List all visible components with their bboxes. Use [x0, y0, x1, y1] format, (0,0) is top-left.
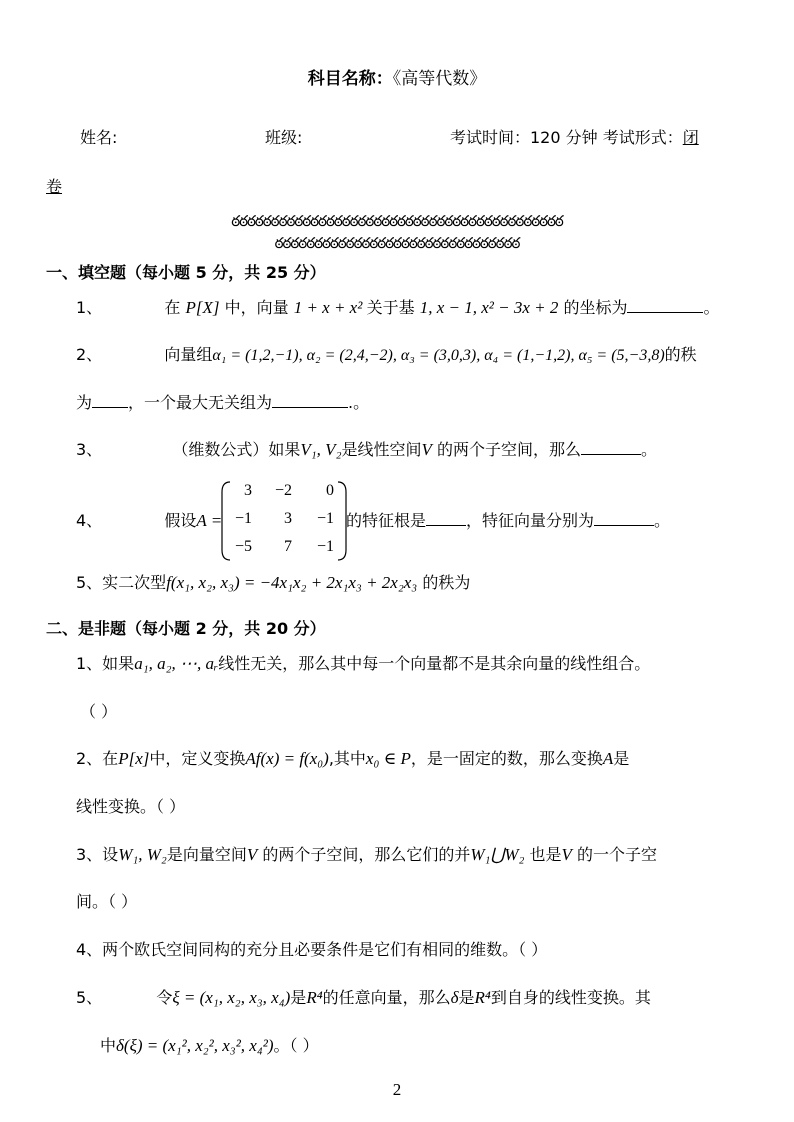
q3-math-2: V: [421, 440, 432, 459]
q4-eigenvector-blank[interactable]: [594, 511, 654, 526]
s2q1-text-b: 线性无关，那么其中每一个向量都不是其余向量的线性组合。: [218, 654, 651, 673]
q4-text-a: 假设: [164, 511, 197, 530]
q3-text-a: （维数公式）如果: [172, 440, 301, 459]
s2q2-math-2: Af(x) = f(x₀): [245, 749, 329, 768]
s2q3-math-3: W₁⋃W₂: [470, 845, 525, 864]
q3-number: 3、: [76, 440, 103, 459]
q3-answer-blank[interactable]: [581, 440, 641, 455]
q1-end: 。: [703, 298, 720, 317]
s2q1-text-a: 1、如果: [76, 654, 135, 673]
q1-text-d: 的坐标为: [563, 298, 628, 317]
q1-text-a: 在: [164, 298, 181, 317]
s2q5-number: 5、: [76, 988, 103, 1007]
s2q3-math-2: V: [246, 845, 258, 864]
matrix-cell: 7: [284, 538, 292, 555]
s1-question-5: [76, 573, 470, 593]
q3-text-c: 的两个子空间，那么: [431, 440, 581, 459]
s2-question-5: [76, 988, 651, 1008]
q2-text-d: ，一个最大无关组为: [128, 393, 273, 412]
q5-text-b: 的秩为: [417, 573, 471, 592]
q2-rank-blank[interactable]: [92, 393, 128, 408]
q4-end: 。: [654, 511, 671, 530]
s2q5-math-5: δ(ξ) = (x₁², x₂², x₃², x₄²): [116, 1036, 274, 1055]
q4-eigenvalue-blank[interactable]: [426, 511, 466, 526]
s1-question-2: [76, 345, 697, 366]
matrix-cell: −5: [234, 538, 252, 555]
matrix-cell: −2: [274, 482, 292, 499]
ornament-row-2: ఠఠఠఠఠఠఠఠఠఠఠఠఠఠఠఠఠఠఠఠఠఠఠఠఠఠఠఠఠఠఠ: [274, 234, 520, 252]
s2q2-line-2[interactable]: 线性变换。（ ）: [76, 797, 186, 816]
q2-number: 2、: [76, 345, 103, 364]
q2-text-b: 的秩: [664, 345, 697, 364]
q3-end: 。: [640, 440, 657, 459]
s2q5-text-b: 是: [290, 988, 307, 1007]
s2q5-line-2: [100, 1036, 319, 1056]
s2q5-math-2: R⁴: [306, 988, 323, 1007]
matrix-cell: 3: [244, 482, 252, 499]
s2q1-answer-paren[interactable]: （ ）: [80, 702, 118, 721]
s2q3-line-2[interactable]: 间。（ ）: [76, 892, 138, 911]
matrix-cell: −1: [316, 510, 334, 527]
s2q5-text-c: 的任意向量，那么: [322, 988, 451, 1007]
s2q5-text-a: 令: [156, 988, 173, 1007]
s2q1-math: a₁, a₂, ⋯, aᵣ: [134, 654, 219, 673]
s1-question-4: [76, 511, 222, 531]
q1-math-2: 1 + x + x²: [293, 298, 367, 317]
matrix-cell: −1: [234, 510, 252, 527]
q4-matrix: [224, 480, 344, 560]
s2q5-math-3: δ: [450, 988, 459, 1007]
s2q2-math-3: x₀ ∈ P: [365, 749, 411, 768]
q2-basis-blank[interactable]: [272, 393, 348, 408]
q1-math-3: 1, x − 1, x² − 3x + 2: [419, 298, 559, 317]
s2q2-text-d: ，是一固定的数，那么变换: [410, 749, 603, 768]
q2-end: .。: [348, 393, 370, 412]
q4-text-c: ，特征向量分别为: [466, 511, 595, 530]
q1-text-c: 关于基: [366, 298, 415, 317]
s2q5-math-4: R⁴: [474, 988, 491, 1007]
s2q2-text-e: 是: [613, 749, 630, 768]
s2-question-4[interactable]: 4、两个欧氏空间同构的充分且必要条件是它们有相同的维数。（ ）: [76, 940, 548, 959]
matrix-cell: −1: [316, 538, 334, 555]
name-field-label: 姓名:: [80, 128, 118, 147]
s2q2-text-a: 2、在: [76, 749, 119, 768]
s1-question-2-cont: [76, 393, 369, 413]
s2q3-math-1: W₁, W₂: [118, 845, 167, 864]
s1-question-3: [76, 440, 657, 460]
s2q2-text-b: 中，定义变换: [149, 749, 246, 768]
q3-math-1: V₁, V₂: [300, 440, 342, 459]
s2q2-math-1: P[x]: [118, 749, 150, 768]
exam-title: [0, 64, 794, 89]
class-field-label: 班级:: [265, 128, 303, 147]
s2q3-text-c: 的两个子空间，那么它们的并: [257, 845, 471, 864]
s2q2-text-c: ,其中: [328, 749, 366, 768]
s2q5-text-d: 是: [458, 988, 475, 1007]
s2-question-3: [76, 845, 657, 865]
q2-text-c: 为: [76, 393, 93, 412]
s2q3-text-e: 的一个子空: [571, 845, 658, 864]
exam-form-a: 闭: [682, 128, 699, 147]
s2-question-2: [76, 749, 629, 769]
q4-number: 4、: [76, 511, 103, 530]
q2-text-a: 向量组: [164, 345, 213, 364]
section1-title: 一、填空题（每小题 5 分，共 25 分）: [46, 263, 326, 282]
s2q2-math-4: A: [602, 749, 614, 768]
q2-math: α₁ = (1,2,−1), α₂ = (2,4,−2), α₃ = (3,0,3), α₄ = (1,−1,2), α₅ = (5,−3,8): [212, 347, 665, 364]
q1-math-1: P[X]: [185, 298, 220, 317]
page-number: 2: [392, 1080, 402, 1099]
exam-info-row: [450, 128, 699, 148]
ornament-row-1: ఠఠఠఠఠఠఠఠఠఠఠఠఠఠఠఠఠఠఠఠఠఠఠఠఠఠఠఠఠఠఠఠఠఠఠఠఠఠఠఠఠఠ: [231, 212, 563, 230]
s2q5-answer-paren[interactable]: 。（ ）: [273, 1036, 319, 1055]
s2q5-text-e: 到自身的线性变换。其: [490, 988, 651, 1007]
q3-text-b: 是线性空间: [341, 440, 422, 459]
section2-title: 二、是非题（每小题 2 分，共 20 分）: [46, 619, 326, 638]
s2q5-math-1: ξ = (x₁, x₂, x₃, x₄): [172, 988, 291, 1007]
exam-info: 考试时间：120 分钟 考试形式：: [450, 128, 683, 147]
course-name: 《高等代数》: [392, 69, 487, 89]
matrix-cell: 0: [326, 482, 334, 499]
s1-question-4-tail: [346, 511, 670, 531]
q1-number: 1、: [76, 298, 103, 317]
q4-text-b: 的特征根是: [346, 511, 427, 530]
s1-question-1: [76, 298, 719, 318]
q1-text-b: 中，向量: [224, 298, 289, 317]
exam-form-b: 卷: [46, 177, 63, 196]
s2q3-text-d: 也是: [524, 845, 562, 864]
matrix-cell: 3: [284, 510, 292, 527]
q5-math: f(x₁, x₂, x₃) = −4x₁x₂ + 2x₁x₃ + 2x₂x₃: [166, 573, 418, 592]
q5-text-a: 5、实二次型: [76, 573, 167, 592]
s2q5-text-f: 中: [100, 1036, 117, 1055]
s2q3-math-4: V: [561, 845, 572, 864]
s2q3-text-a: 3、设: [76, 845, 119, 864]
q1-answer-blank[interactable]: [627, 298, 703, 313]
s2q3-text-b: 是向量空间: [166, 845, 247, 864]
title-label: 科目名称：: [307, 69, 393, 89]
q4-math: A =: [196, 511, 223, 530]
s2-question-1: [76, 654, 650, 674]
